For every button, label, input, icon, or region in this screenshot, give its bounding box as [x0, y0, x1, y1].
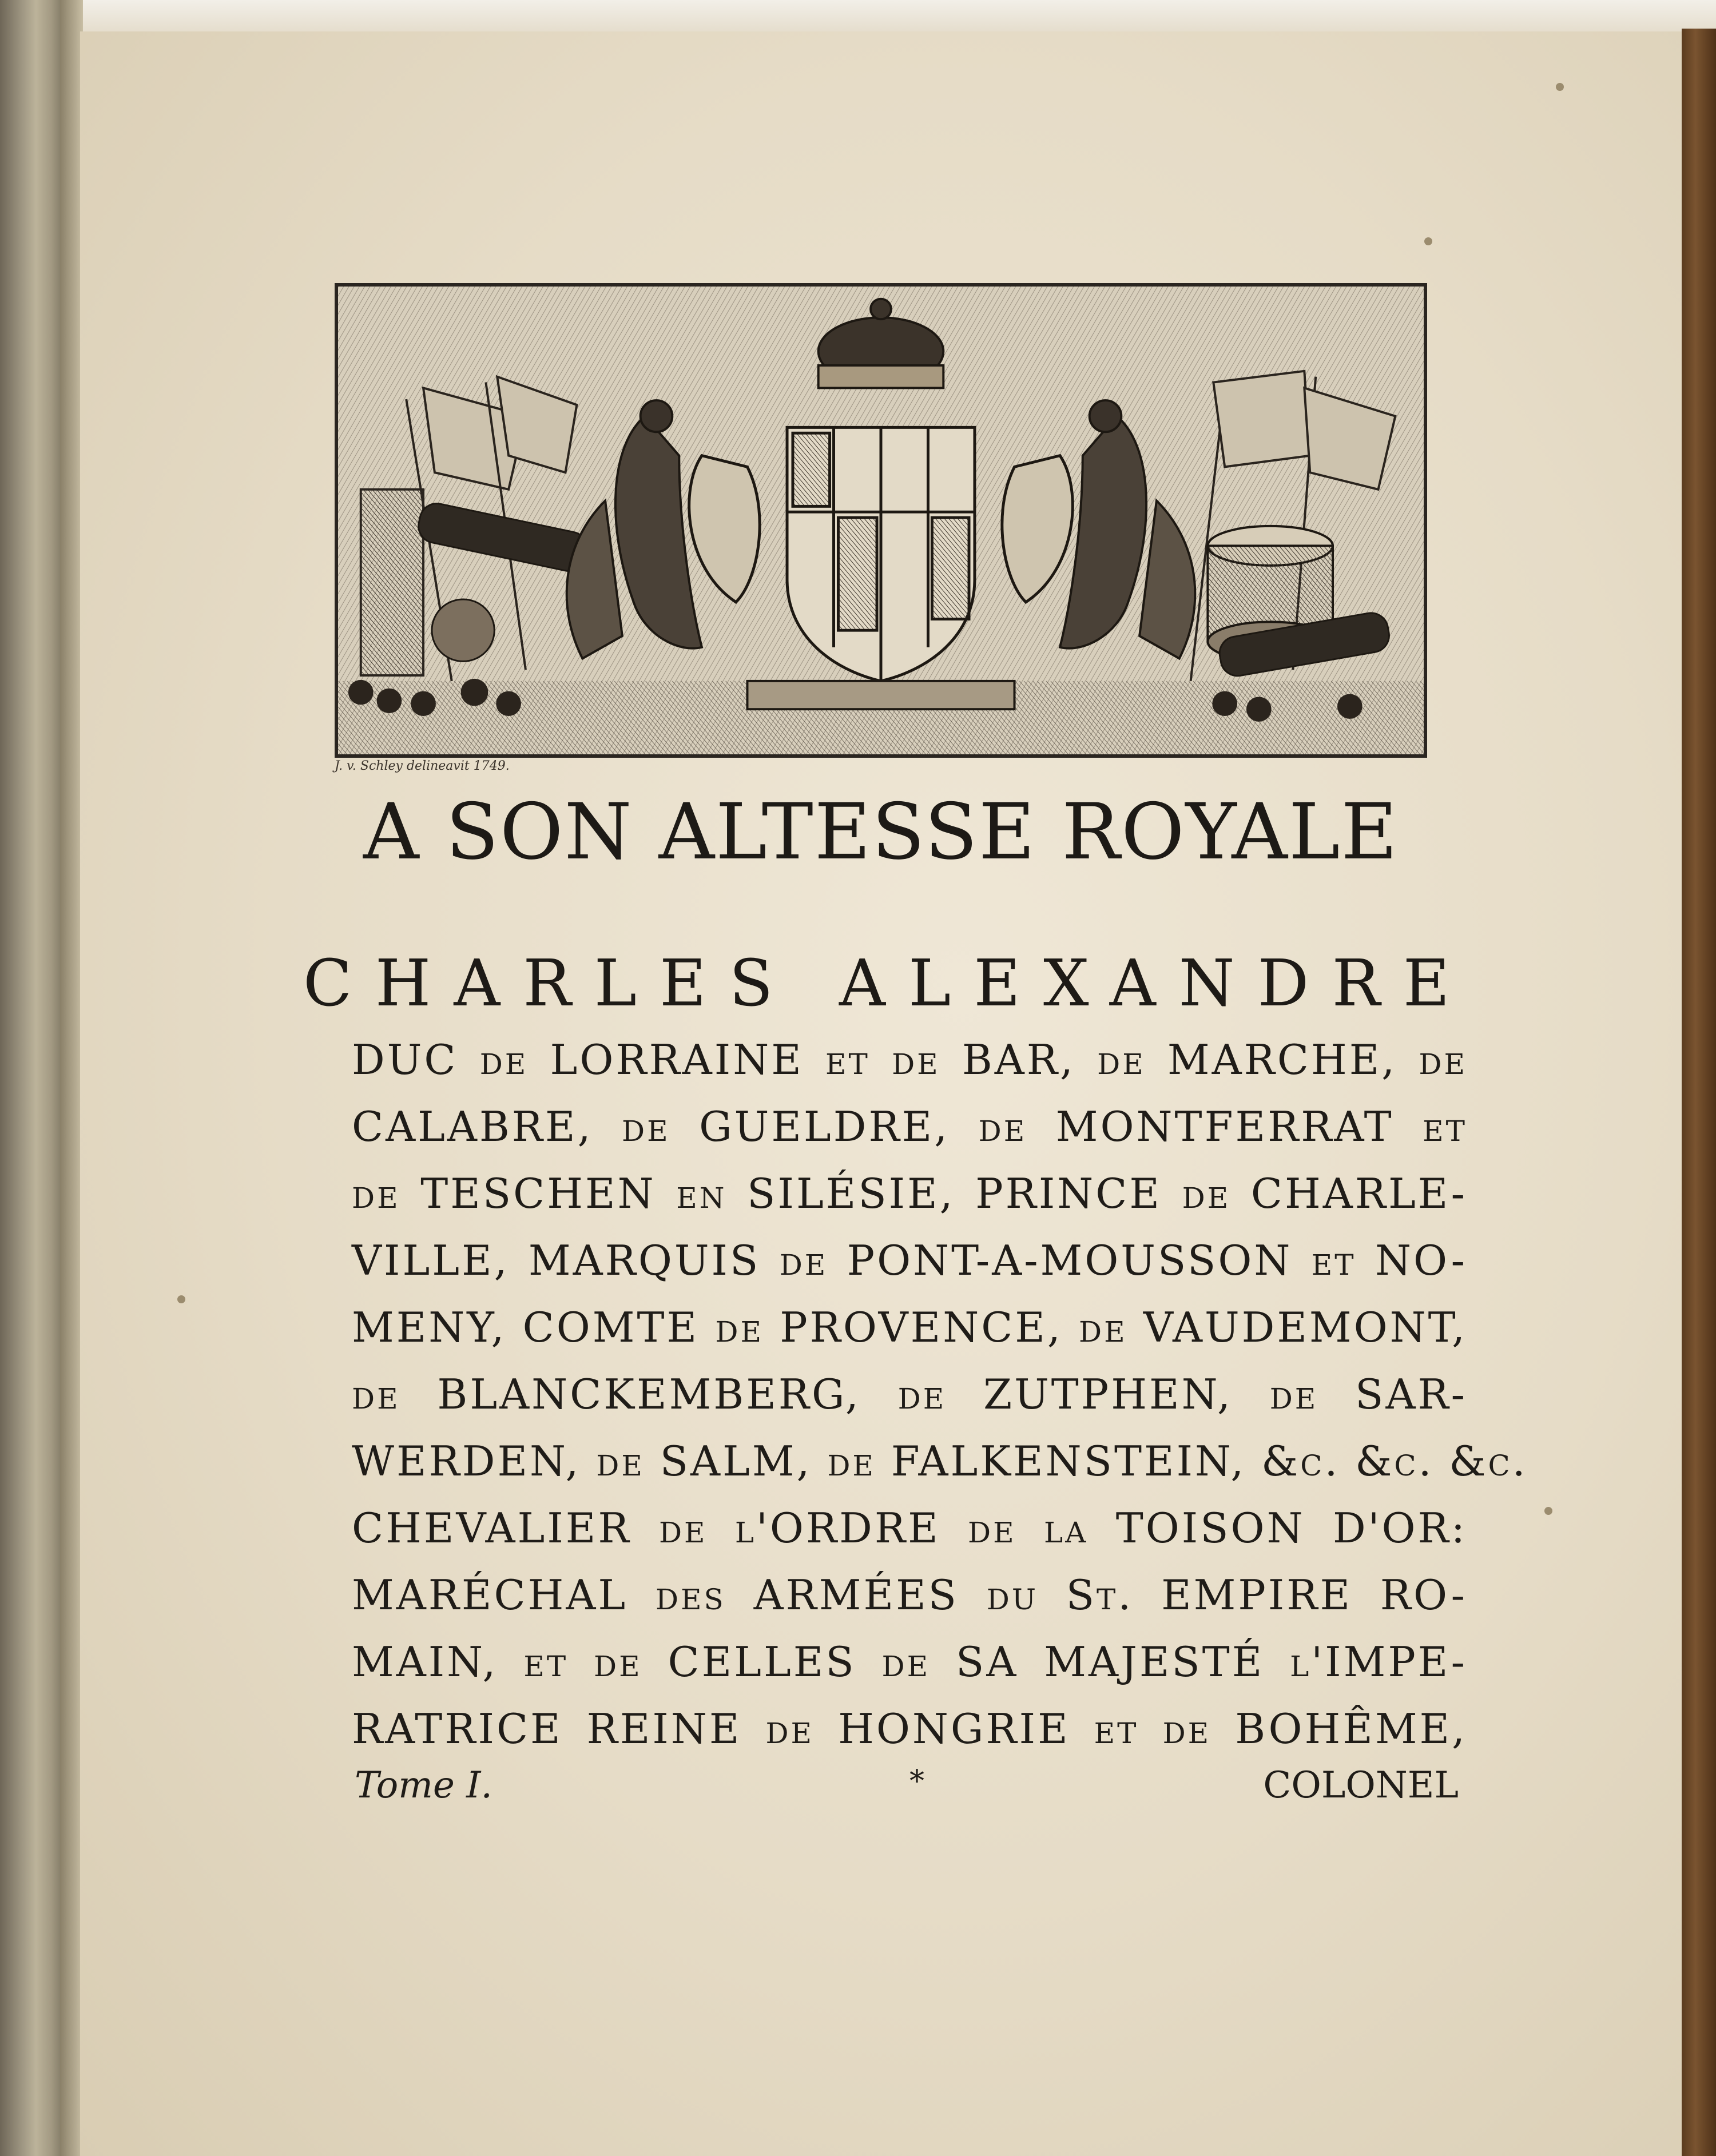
foxing-spot: [1544, 1507, 1552, 1515]
pedestal: [747, 681, 1014, 709]
title-line: RATRICE REINE de HONGRIE et de BOHÊME,: [352, 1705, 1467, 1753]
titles-block: [352, 1027, 1528, 1763]
shield: [787, 427, 975, 681]
title-line: MAIN, et de CELLES de SA MAJESTÉ l'IMPE-: [352, 1638, 1467, 1686]
foxing-spot: [1424, 237, 1432, 245]
title-line: MENY, COMTE de PROVENCE, de VAUDEMONT,: [352, 1303, 1467, 1351]
foxing-spot: [1556, 83, 1564, 91]
coat-of-arms-engraving: [338, 287, 1424, 754]
title-line: WERDEN, de SALM, de FALKENSTEIN, &c. &c. &c.: [352, 1437, 1528, 1485]
catchword: COLONEL: [1263, 1764, 1459, 1807]
volume-label: Tome I.: [355, 1764, 492, 1807]
tower: [361, 490, 423, 675]
page-footer: [355, 1764, 1459, 1816]
title-line: MARÉCHAL des ARMÉES du St. EMPIRE RO-: [352, 1571, 1467, 1619]
book-page: [80, 31, 1682, 2156]
title-line: CALABRE, de GUELDRE, de MONTFERRAT et: [352, 1103, 1467, 1151]
signature-mark: *: [909, 1764, 924, 1799]
dedicatee-name: CHARLES ALEXANDRE: [303, 946, 1473, 1021]
engraved-vignette: [335, 283, 1427, 758]
engraver-credit: J. v. Schley delineavit 1749.: [335, 759, 510, 773]
foxing-spot: [177, 1295, 185, 1303]
book-gutter: [60, 0, 83, 2156]
book-cover-edge: [1682, 29, 1716, 2156]
left-page-edge: [0, 0, 60, 2156]
title-line: VILLE, MARQUIS de PONT-A-MOUSSON et NO-: [352, 1236, 1467, 1284]
dedication-title: A SON ALTESSE ROYALE: [363, 787, 1399, 877]
title-line: de BLANCKEMBERG, de ZUTPHEN, de SAR-: [352, 1370, 1467, 1418]
title-line: DUC de LORRAINE et de BAR, de MARCHE, de: [352, 1036, 1467, 1084]
title-line: de TESCHEN en SILÉSIE, PRINCE de CHARLE-: [352, 1170, 1467, 1218]
title-line: CHEVALIER de l'ORDRE de la TOISON D'OR:: [352, 1504, 1467, 1552]
background-top: [0, 0, 1716, 34]
